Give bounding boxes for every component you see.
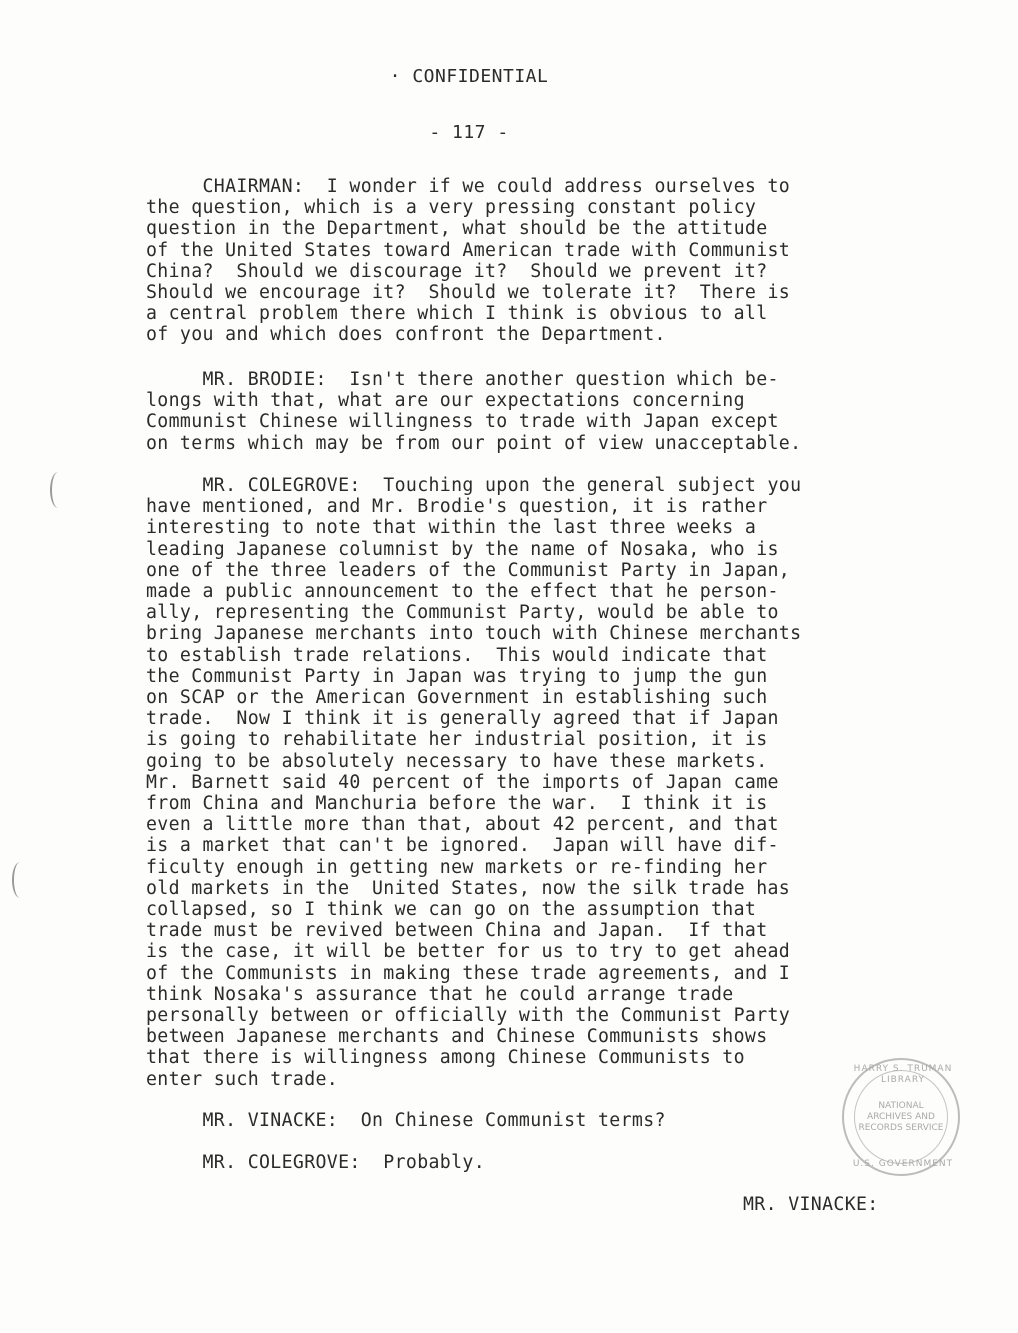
stamp-center-text: NATIONAL ARCHIVES AND RECORDS SERVICE [858, 1100, 944, 1133]
page-number: - 117 - [429, 122, 509, 143]
paragraph-colegrove: MR. COLEGROVE: Touching upon the general subject you have mentioned, and Mr. Brodie's question, it is rather interesting to note that within the last three weeks a leading Japanese columnist by the name of Nosaka, who is one of the three leaders of the Communist Party in Japan, made a public announcement to the effect that he person- ally, representing the Communist Party, would be able to bring Japanese merchants into touch with Chinese merchants to establish trade relations. This would indicate that the Communist Party in Japan was trying to jump the gun on SCAP or the American Government in establishing such trade. Now I think it is generally agreed that if Japan is going to rehabilitate her industrial position, it is going to be absolutely necessary to have these markets. Mr. Barnett said 40 percent of the imports of Japan came from China and Manchuria before the war. I think it is even a little more than that, about 42 percent, and that is a market that can't be ignored. Japan will have dif- ficulty enough in getting new markets or re-finding her old markets in the United States, now the silk trade has collapsed, so I think we can go on the assumption that trade must be revived between China and Japan. If that is the case, it will be better for us to try to get ahead of the Communists in making these trade agreements, and I think Nosaka's assurance that he could arrange trade personally between or officially with the Communist Party between Japanese merchants and Chinese Communists shows that there is willingness among Chinese Communists to enter such trade. [146, 475, 802, 1090]
paragraph-vinacke: MR. VINACKE: On Chinese Communist terms? [146, 1110, 666, 1131]
stamp-bottom-text: U.S. GOVERNMENT [852, 1159, 954, 1169]
paragraph-chairman: CHAIRMAN: I wonder if we could address ourselves to the question, which is a very pressing constant policy question in the Department, what should be the attitude of the United States toward American trade with Communist China? Should we discourage it? Should we prevent it? Should we encourage it? Should we tolerate it? There is a central problem there which I think is obvious to all of you and which does confront the Department. [146, 176, 791, 346]
punch-hole-mark [12, 862, 28, 898]
library-stamp [842, 1058, 960, 1176]
paragraph-colegrove-reply: MR. COLEGROVE: Probably. [146, 1152, 485, 1173]
paragraph-brodie: MR. BRODIE: Isn't there another question which be- longs with that, what are our expectations concerning Communist Chinese willingness to trade with Japan except on terms which may be from our point of view unacceptable. [146, 369, 802, 454]
punch-hole-mark [50, 472, 66, 508]
classification-heading: · CONFIDENTIAL [389, 66, 549, 87]
continuation-speaker: MR. VINACKE: [743, 1194, 879, 1215]
stamp-top-text: HARRY S. TRUMAN LIBRARY [853, 1064, 953, 1085]
